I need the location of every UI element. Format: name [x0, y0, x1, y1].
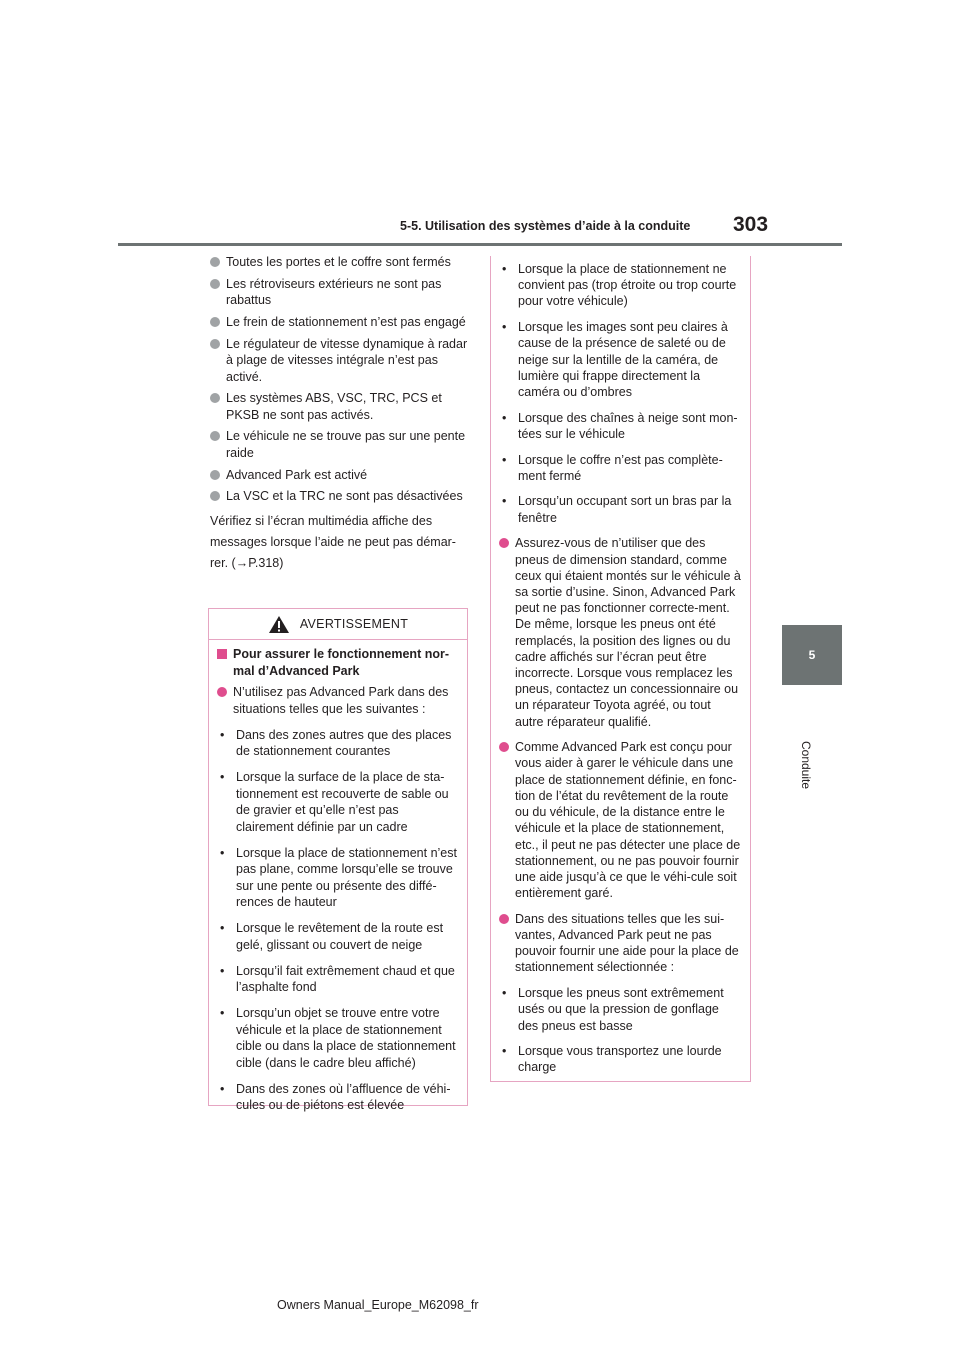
body-paragraph: Vérifiez si l’écran multimédia affiche des messages lorsque l’aide ne peut pas démar-rer. (→P.318) — [210, 513, 456, 570]
warning-title: AVERTISSEMENT — [299, 616, 409, 631]
bullet-dot-icon — [210, 431, 220, 441]
warning-header — [209, 609, 467, 640]
bullet-dot-icon — [210, 339, 220, 349]
chapter-label-text: Conduite — [799, 740, 814, 790]
list-item: • Dans des zones où l’affluence de véhi-cules ou de piétons est élevée — [217, 1081, 459, 1114]
list-item: N’utilisez pas Advanced Park dans des situations telles que les suivantes : — [217, 684, 459, 717]
list-item: Le frein de stationnement n’est pas engagé — [210, 314, 472, 331]
list-item: Comme Advanced Park est conçu pour vous aider à garer le véhicule dans une place de stationnement définie, en fonc-tion de l’état du revêtement de la route ou du véhicule, de la distance entre le véhicule et la place de stationnement, etc., il peut ne pas détecter une place de stationnement, ou ne pas pouvoir fournir une aide jusqu’à ce que le véhi-cule soit entièrement garé. — [499, 739, 742, 901]
page-number: 303 — [733, 213, 769, 236]
list-item: • Lorsque la place de stationnement n’est pas plane, comme lorsqu’elle se trouve sur une pente ou présente des diffé-rences de hauteur — [217, 845, 459, 911]
warning-continuation-box — [490, 256, 751, 1082]
chapter-label — [786, 720, 826, 810]
list-item: • Lorsque la surface de la place de sta-tionnement est recouverte de sable ou de gravier et qu’elle n’est pas clairement définie par un cadre — [217, 769, 459, 835]
list-item: Le véhicule ne se trouve pas sur une pente raide — [210, 428, 472, 461]
list-item: • Lorsque vous transportez une lourde charge — [499, 1043, 742, 1075]
bullet-dot-icon — [210, 317, 220, 327]
list-item: Advanced Park est activé — [210, 467, 472, 484]
square-bullet-icon — [217, 649, 227, 659]
bullet-dot-icon — [210, 257, 220, 267]
header-rule — [118, 243, 842, 246]
warning-section-title: Pour assurer le fonctionnement nor-mal d’Advanced Park — [217, 646, 459, 679]
list-item: Les systèmes ABS, VSC, TRC, PCS et PKSB ne sont pas activés. — [210, 390, 472, 423]
bullet-dot-icon — [499, 742, 509, 752]
list-item: • Dans des zones autres que des places de stationnement courantes — [217, 727, 459, 760]
bullet-dot-icon — [499, 538, 509, 548]
list-item: Les rétroviseurs extérieurs ne sont pas rabattus — [210, 276, 472, 309]
bullet-dot-icon — [210, 393, 220, 403]
list-item: • Lorsque des chaînes à neige sont mon-tées sur le véhicule — [499, 410, 742, 442]
list-item: • Lorsque le coffre n’est pas complète-ment fermé — [499, 452, 742, 484]
list-item: • Lorsque la place de stationnement ne convient pas (trop étroite ou trop courte pour votre véhicule) — [499, 261, 742, 310]
bullet-dot-icon — [499, 914, 509, 924]
section-title: 5-5. Utilisation des systèmes d’aide à la conduite — [400, 219, 691, 233]
list-item: • Lorsqu’un occupant sort un bras par la fenêtre — [499, 493, 742, 525]
bullet-dot-icon — [217, 687, 227, 697]
list-item: • Lorsque le revêtement de la route est gelé, glissant ou couvert de neige — [217, 920, 459, 953]
warning-continuation-body — [491, 256, 750, 1076]
footer-text: Owners Manual_Europe_M62098_fr — [277, 1298, 479, 1312]
warning-box — [208, 608, 468, 1112]
list-item: Dans des situations telles que les sui-vantes, Advanced Park peut ne pas pouvoir fournir une aide pour la place de stationnement sélectionnée : — [499, 911, 742, 976]
list-item: • Lorsqu’un objet se trouve entre votre véhicule et la place de stationnement cible ou dans la place de stationnement cible (dans le cadre bleu affiché) — [217, 1005, 459, 1071]
left-column — [210, 254, 472, 574]
list-item: Toutes les portes et le coffre sont fermés — [210, 254, 472, 271]
list-item: • Lorsque les images sont peu claires à cause de la présence de saleté ou de neige sur la lentille de la caméra, de lumière qui frappe directement la caméra ou d’ombres — [499, 319, 742, 400]
bullet-dot-icon — [210, 279, 220, 289]
bullet-dot-icon — [210, 491, 220, 501]
bullet-dot-icon — [210, 470, 220, 480]
chapter-tab — [782, 625, 842, 685]
list-item: • Lorsque les pneus sont extrêmement usés ou que la pression de gonflage des pneus est basse — [499, 985, 742, 1034]
list-item: Assurez-vous de n’utiliser que des pneus de dimension standard, comme ceux qui étaient montés sur le véhicule à sa sortie d’usine. Sinon, Advanced Park peut ne pas fonctionner correcte-ment. De même, lorsque les pneus ont été remplacés, la position des lignes ou du cadre affichés sur l’écran peut être incorrecte. Lorsque vous remplacez les pneus, contactez un concessionnaire ou un réparateur Toyota agréé, ou tout autre réparateur qualifié. — [499, 535, 742, 729]
warning-body — [209, 640, 467, 1114]
list-item: Le régulateur de vitesse dynamique à radar à plage de vitesses intégrale n’est pas activé. — [210, 336, 472, 386]
list-item: La VSC et la TRC ne sont pas désactivées — [210, 488, 472, 505]
list-item: • Lorsqu’il fait extrêmement chaud et que l’asphalte fond — [217, 963, 459, 996]
chapter-number: 5 — [808, 648, 816, 662]
warning-triangle-icon — [268, 615, 290, 634]
